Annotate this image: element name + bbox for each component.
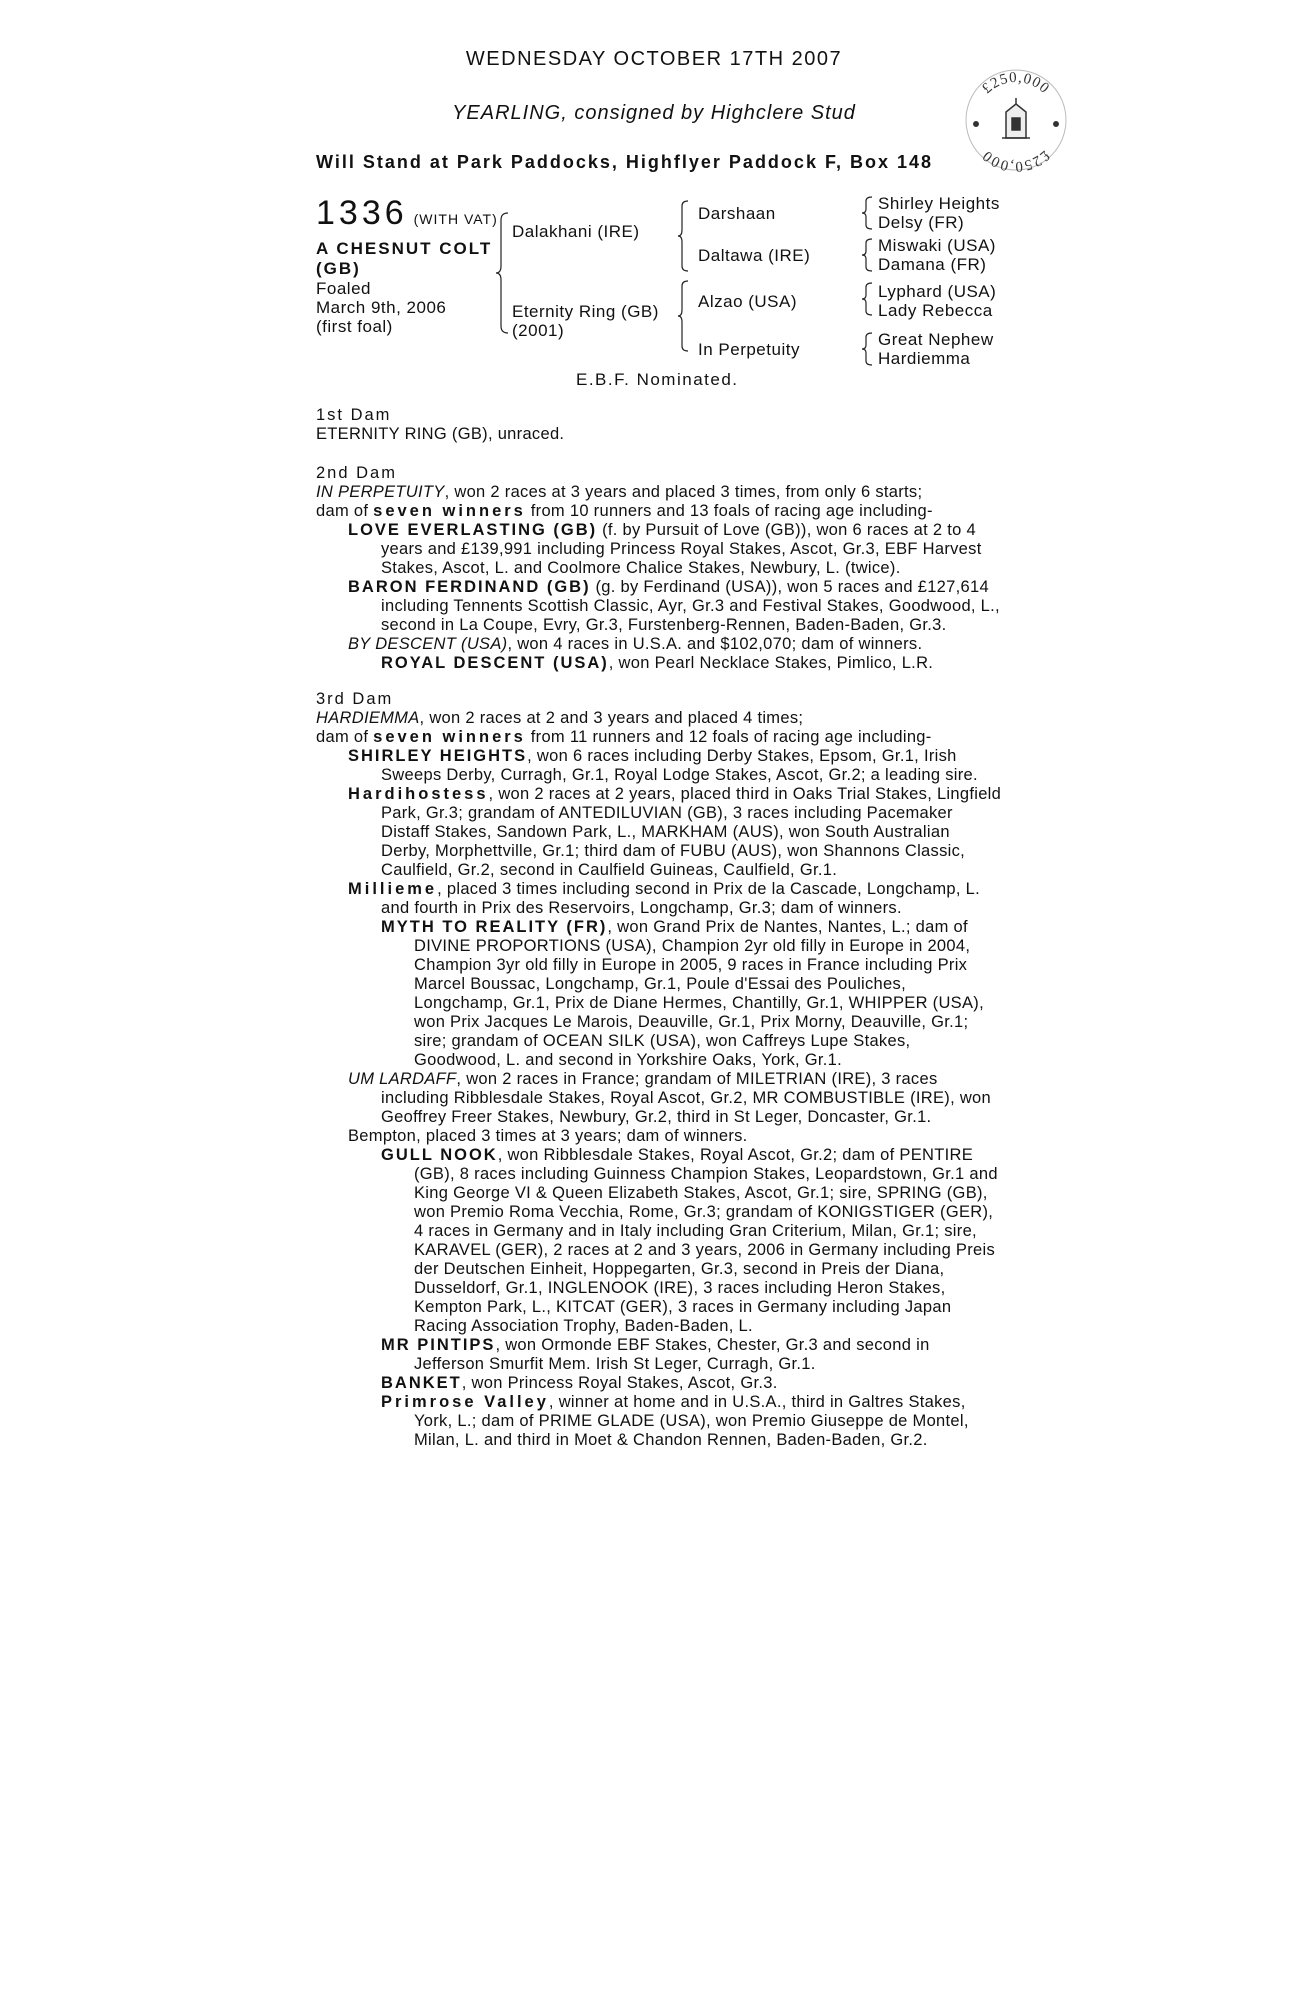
lot-country: (GB) — [316, 259, 361, 278]
pedigree-dam-sire: Alzao (USA) — [698, 292, 798, 311]
third-dam-summary: HARDIEMMA, won 2 races at 2 and 3 years and placed 4 times; — [316, 709, 804, 727]
produce-love-everlasting: LOVE EVERLASTING (GB) (f. by Pursuit of Love (GB)), won 6 races at 2 to 4 years and £139,991 including Princess Royal Stakes, Ascot, Gr.3, EBF Harvest Stakes, Ascot, L. and Coolmore Chalice Stakes, Newbury, L. (twice). — [348, 521, 982, 577]
third-dam-heading: 3rd Dam — [316, 690, 394, 708]
produce-bempton: Bempton, placed 3 times at 3 years; dam of winners. — [348, 1127, 748, 1145]
pedigree-dam: Eternity Ring (GB) — [512, 302, 659, 321]
second-dam-heading: 2nd Dam — [316, 464, 397, 482]
lot-number: 1336 — [316, 194, 408, 232]
pedigree-sire-sire: Darshaan — [698, 204, 776, 223]
produce-um-lardaff: UM LARDAFF, won 2 races in France; grandam of MILETRIAN (IRE), 3 races including Ribblesdale Stakes, Royal Ascot, Gr.2, MR COMBUSTIBLE (IRE), won Geoffrey Freer Stakes, Newbury, Gr.2, third in St Leger, Doncaster, Gr.1. — [348, 1070, 992, 1126]
pedigree-sds: Miswaki (USA) — [878, 236, 996, 255]
produce-primrose-valley: Primrose Valley, winner at home and in U.S.A., third in Galtres Stakes, York, L.; dam of PRIME GLADE (USA), won Premio Giuseppe de Montel, Milan, L. and third in Moet & Chandon Rennen, Baden-Baden, Gr.2. — [381, 1393, 969, 1449]
pedigree-brace-ds — [862, 282, 874, 316]
produce-millieme: Millieme, placed 3 times including second in Prix de la Cascade, Longchamp, L. and fourth in Prix des Reservoirs, Longchamp, Gr.3; dam of winners. — [348, 880, 980, 917]
produce-banket: BANKET, won Princess Royal Stakes, Ascot, Gr.3. — [381, 1374, 778, 1392]
lot-description: A CHESNUT COLT — [316, 239, 493, 258]
consignment-line: YEARLING, consigned by Highclere Stud — [452, 102, 856, 124]
second-dam-section — [316, 464, 1002, 673]
produce-royal-descent: ROYAL DESCENT (USA), won Pearl Necklace Stakes, Pimlico, L.R. — [381, 654, 934, 672]
pedigree-brace-main — [496, 212, 510, 334]
building-icon — [1002, 98, 1030, 138]
produce-by-descent: BY DESCENT (USA), won 4 races in U.S.A. and $102,070; dam of winners. — [348, 635, 923, 653]
produce-gull-nook: GULL NOOK, won Ribblesdale Stakes, Royal Ascot, Gr.2; dam of PENTIRE (GB), 8 races including Guinness Champion Stakes, Leopardstown, Gr.1 and King George VI & Queen Elizabeth Stakes, Ascot, Gr.1; sire, SPRING (GB), won Premio Roma Vecchia, Rome, Gr.3; grandam of KONIGSTIGER (GER), 4 races in Germany and in Italy including Gran Criterium, Milan, Gr.1; sire, KARAVEL (GER), 2 races at 2 and 3 years, 2006 in Germany including Preis der Deutschen Einheit, Hoppegarten, Gr.3, second in Preis der Diana, Dusseldorf, Gr.1, INGLENOOK (IRE), 3 races including Heron Stakes, Kempton Park, L., KITCAT (GER), 3 races in Germany including Japan Racing Association Trophy, Baden-Baden, L. — [381, 1146, 998, 1335]
pedigree-dsd: Lady Rebecca — [878, 301, 993, 320]
lot-block — [316, 194, 498, 336]
seal-text-bottom: £250,000 — [979, 146, 1053, 174]
first-dam-heading: 1st Dam — [316, 406, 392, 424]
sale-date: WEDNESDAY OCTOBER 17TH 2007 — [465, 48, 843, 70]
pedigree-sire-dam: Daltawa (IRE) — [698, 246, 811, 265]
pedigree-dam-dam: In Perpetuity — [698, 340, 800, 359]
produce-hardihostess: Hardihostess, won 2 races at 2 years, placed third in Oaks Trial Stakes, Lingfield Park, Gr.3; grandam of ANTEDILUVIAN (GB), 3 races including Pacemaker Distaff Stakes, Sandown Park, L., MARKHAM (AUS), won South Australian Derby, Morphettville, Gr.1; third dam of FUBU (AUS), won Shannons Classic, Caulfield, Gr.2, second in Caulfield Guineas, Caulfield, Gr.1. — [348, 785, 1002, 879]
pedigree-brace-dd — [862, 332, 874, 366]
pedigree-sss: Shirley Heights — [878, 194, 1000, 213]
svg-text:£250,000 — [979, 147, 1052, 174]
price-seal-stamp — [962, 66, 1070, 174]
second-dam-name: IN PERPETUITY — [316, 483, 445, 501]
foaled-label: Foaled — [316, 279, 371, 298]
pedigree-brace-ss — [862, 196, 874, 230]
ebf-nominated: E.B.F. Nominated. — [576, 370, 739, 389]
pedigree-dss: Lyphard (USA) — [878, 282, 997, 301]
produce-mr-pintips: MR PINTIPS, won Ormonde EBF Stakes, Chester, Gr.3 and second in Jefferson Smurfit Mem. Irish St Leger, Curragh, Gr.1. — [381, 1336, 930, 1373]
pedigree-brace-dam — [678, 280, 690, 352]
third-dam-produce-line: dam of seven winners from 11 runners and 12 foals of racing age including- — [316, 728, 932, 746]
third-dam-section — [316, 690, 1002, 1450]
pedigree-brace-sd — [862, 238, 874, 272]
pedigree-ssd: Delsy (FR) — [878, 213, 965, 232]
first-dam-text: ETERNITY RING (GB), unraced. — [316, 425, 565, 443]
pedigree-sire: Dalakhani (IRE) — [512, 222, 640, 241]
pedigree-brace-sire — [678, 200, 690, 272]
stand-location: Will Stand at Park Paddocks, Highflyer Paddock F, Box 148 — [316, 152, 933, 172]
pedigree-ddd: Hardiemma — [878, 349, 971, 368]
produce-baron-ferdinand: BARON FERDINAND (GB) (g. by Ferdinand (USA)), won 5 races and £127,614 including Tennents Scottish Classic, Ayr, Gr.3 and Festival Stakes, Goodwood, L., second in La Coupe, Evry, Gr.3, Furstenberg-Rennen, Baden-Baden, Gr.3. — [348, 578, 1000, 634]
second-dam-summary: IN PERPETUITY, won 2 races at 3 years and placed 3 times, from only 6 starts; — [316, 483, 923, 501]
produce-shirley-heights: SHIRLEY HEIGHTS, won 6 races including Derby Stakes, Epsom, Gr.1, Irish Sweeps Derby, Curragh, Gr.1, Royal Lodge Stakes, Ascot, Gr.2; a leading sire. — [348, 747, 978, 784]
pedigree-dds: Great Nephew — [878, 330, 994, 349]
first-foal-note: (first foal) — [316, 317, 393, 336]
pedigree-dam-year: (2001) — [512, 321, 565, 340]
svg-text:£250,000 — [979, 70, 1052, 97]
third-dam-name: HARDIEMMA — [316, 709, 420, 727]
vat-note: (WITH VAT) — [413, 211, 498, 227]
produce-myth-to-reality: MYTH TO REALITY (FR), won Grand Prix de Nantes, Nantes, L.; dam of DIVINE PROPORTIONS (USA), Champion 2yr old filly in Europe in 2004, Champion 3yr old filly in Europe in 2005, 9 races in France including Prix Marcel Boussac, Longchamp, Gr.1, Poule d'Essai des Pouliches, Longchamp, Gr.1, Prix de Diane Hermes, Chantilly, Gr.1, WHIPPER (USA), won Prix Jacques Le Marois, Deauville, Gr.1, Prix Morny, Deauville, Gr.1; sire; grandam of OCEAN SILK (USA), won Caffreys Lupe Stakes, Goodwood, L. and second in Yorkshire Oaks, York, Gr.1. — [381, 918, 984, 1069]
seal-text-top: £250,000 — [979, 69, 1053, 98]
first-dam-section — [316, 406, 1002, 444]
foaled-date: March 9th, 2006 — [316, 298, 447, 317]
second-dam-produce-line: dam of seven winners from 10 runners and 13 foals of racing age including- — [316, 502, 933, 520]
pedigree-sdd: Damana (FR) — [878, 255, 987, 274]
